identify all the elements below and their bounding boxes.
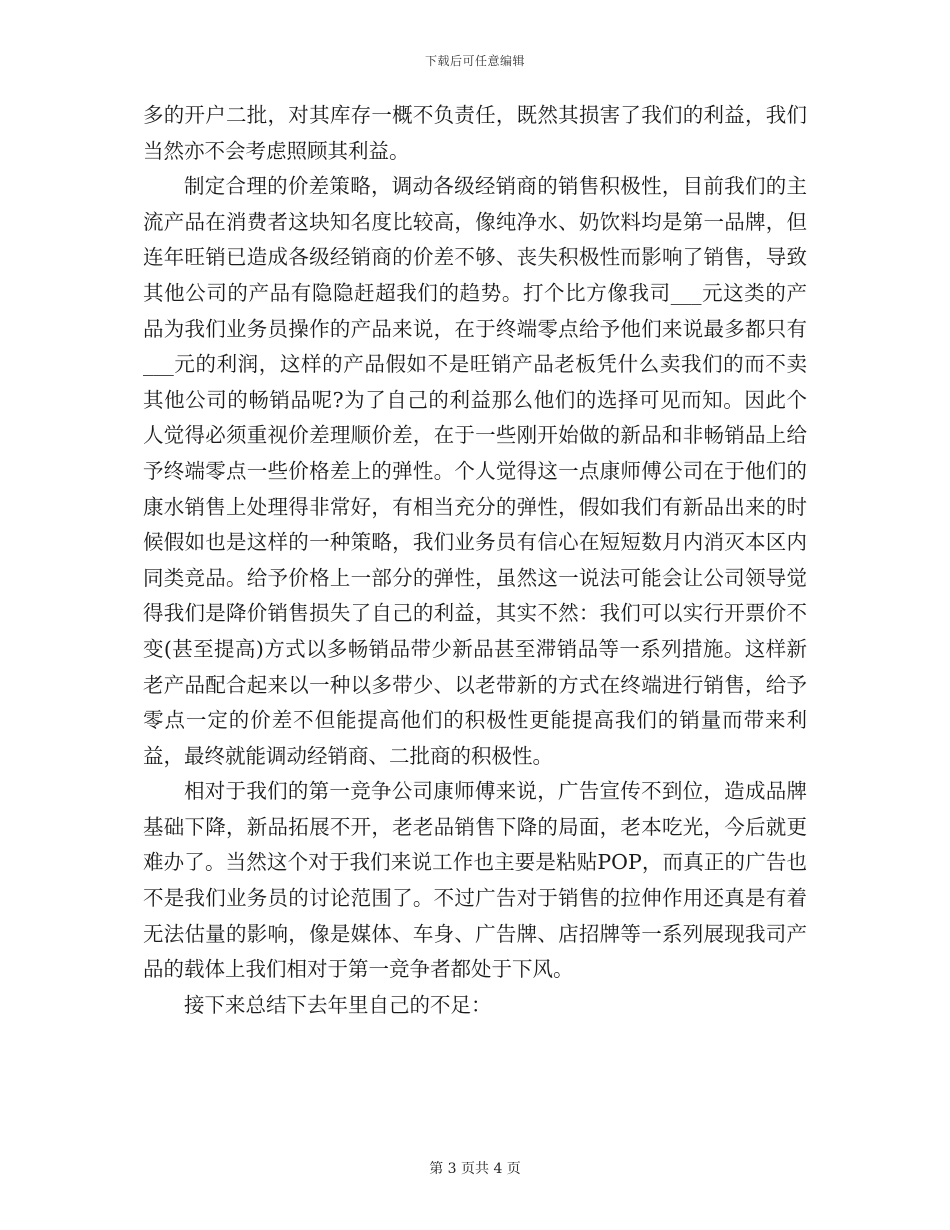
page-footer: 第 3 页共 4 页	[429, 1161, 521, 1177]
paragraph-advertising: 相对于我们的第一竞争公司康师傅来说，广告宣传不到位，造成品牌基础下降，新品拓展不开，老老品销售下降的局面，老本吃光，今后就更难办了。当然这个对于我们来说工作也主要是粘贴POP，而真正的广告也不是我们业务员的讨论范围了。不过广告对于销售的拉伸作用还真是有着无法估量的影响，像是媒体、车身、广告牌、店招牌等一系列展现我司产品的载体上我们相对于第一竞争者都处于下风。	[143, 779, 807, 982]
paragraph-pricing-strategy: 制定合理的价差策略，调动各级经销商的销售积极性，目前我们的主流产品在消费者这块知名度比较高，像纯净水、奶饮料均是第一品牌，但连年旺销已造成各级经销商的价差不够、丧失积极性而影响了销售，导致其他公司的产品有隐隐赶超我们的趋势。打个比方像我司___元这类的产品为我们业务员操作的产品来说，在于终端零点给予他们来说最多都只有___元的利润，这样的产品假如不是旺销产品老板凭什么卖我们的而不卖其他公司的畅销品呢?为了自己的利益那么他们的选择可见而知。因此个人觉得必须重视价差理顺价差，在于一些刚开始做的新品和非畅销品上给予终端零点一些价格差上的弹性。个人觉得这一点康师傅公司在于他们的康水销售上处理得非常好，有相当充分的弹性，假如我们有新品出来的时候假如也是这样的一种策略，我们业务员有信心在短短数月内消灭本区内同类竞品。给予价格上一部分的弹性，虽然这一说法可能会让公司领导觉得我们是降价销售损失了自己的利益，其实不然：我们可以实行开票价不变(甚至提高)方式以多畅销品带少新品甚至滞销品等一系列措施。这样新老产品配合起来以一种以多带少、以老带新的方式在终端进行销售，给予零点一定的价差不但能提高他们的积极性更能提高我们的销量而带来利益，最终就能调动经销商、二批商的积极性。	[143, 174, 807, 768]
document-body	[143, 98, 807, 1023]
page-header: 下载后可任意编辑	[424, 54, 525, 68]
paragraph-continuation: 多的开户二批，对其库存一概不负责任，既然其损害了我们的利益，我们当然亦不会考虑照顾其利益。	[143, 103, 807, 163]
paragraph-shortcomings-intro: 接下来总结下去年里自己的不足：	[184, 992, 492, 1017]
